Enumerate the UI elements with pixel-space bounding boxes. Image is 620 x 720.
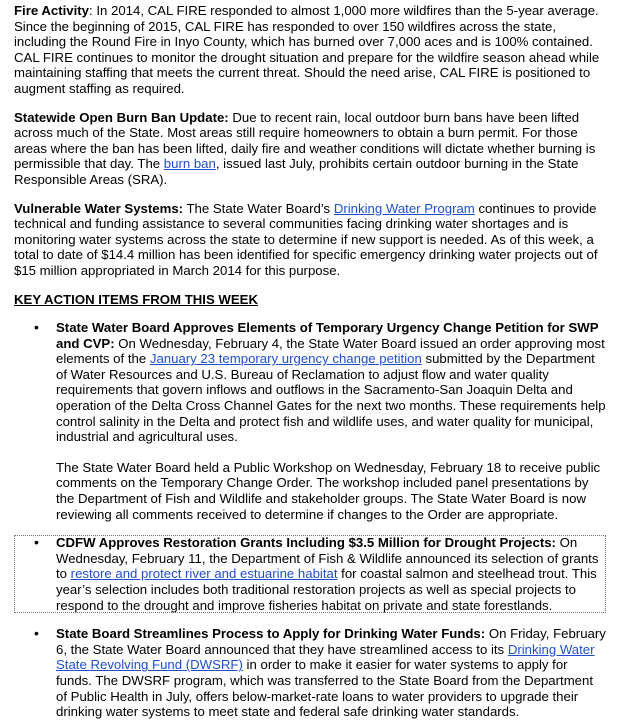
- burn-ban-link[interactable]: burn ban: [163, 156, 216, 172]
- list-item-title: State Board Streamlines Process to Apply for Drinking Water Funds:: [56, 626, 486, 642]
- list-item-swp-cvp: [14, 320, 606, 522]
- bullet-icon: •: [34, 625, 39, 642]
- water-systems-label: Vulnerable Water Systems:: [14, 200, 184, 216]
- bullet-icon: •: [34, 319, 39, 336]
- list-item-text-1: On Friday, February 6, the State Water Board announced that they have streamlined access to its: [56, 626, 606, 657]
- fire-activity-paragraph: [14, 3, 606, 97]
- list-item-cdfw-grants: [14, 535, 606, 613]
- habitat-link[interactable]: restore and protect river and estuarine habitat: [70, 566, 338, 582]
- drinking-water-program-link[interactable]: Drinking Water Program: [333, 200, 475, 216]
- list-item-body: [56, 626, 606, 720]
- fire-activity-label: Fire Activity: [14, 3, 89, 18]
- burn-ban-text-2: , issued last July, prohibits certain outdoor burning in the State Responsible Areas (SRA).: [14, 156, 579, 187]
- list-item-title: CDFW Approves Restoration Grants Including $3.5 Million for Drought Projects:: [56, 535, 556, 551]
- key-actions-list: [14, 320, 606, 720]
- list-item-text-2: submitted by the Department of Water Resources and U.S. Bureau of Reclamation to adjust flow and water quality requirements that govern inflows and outflows in the Sacramento-San Joaquin Delta and operation of the Delta Cross Channel Gates for the next two months. These requirements help control salinity in the Delta and protect fish and wildlife uses, and water quality for municipal, industrial and agricultural uses.: [56, 351, 606, 445]
- fire-activity-text: : In 2014, CAL FIRE responded to almost 1,000 more wildfires than the 5-year average. Since the beginning of 2015, CAL FIRE has responded to over 150 wildfires across the state, including the Round Fire in Inyo County, which has burned over 7,000 aces and is 100% contained. CAL FIRE continues to monitor the drought situation and prepare for the wildfire season ahead while maintaining staffing that meets the current threat. Should the need arise, CAL FIRE is positioned to augment staffing as required.: [14, 3, 600, 96]
- list-item-title: State Water Board Approves Elements of Temporary Urgency Change Petition for SWP and CVP:: [56, 320, 599, 351]
- water-systems-text-1: The State Water Board’s: [183, 200, 334, 216]
- burn-ban-paragraph: [14, 110, 606, 188]
- list-item-dwsrf: [14, 626, 606, 720]
- water-systems-text-2: continues to provide technical and funding assistance to several communities facing drinking water shortages and is monitoring water systems across the state to determine if new support is needed. As of this week, a total to date of $14.4 million has been identified for specific emergency drinking water projects out of $15 million appropriated in March 2014 for this purpose.: [14, 200, 598, 278]
- list-item-subparagraph: The State Water Board held a Public Workshop on Wednesday, February 18 to receive public comments on the Temporary Change Order. The workshop included panel presentations by the Department of Fish and Wildlife and stakeholder groups. The State Water Board is now reviewing all comments received to determine if changes to the Order are appropriate.: [56, 459, 601, 522]
- key-actions-heading: KEY ACTION ITEMS FROM THIS WEEK: [14, 291, 258, 307]
- tucp-link[interactable]: January 23 temporary urgency change petition: [149, 351, 422, 367]
- water-systems-paragraph: [14, 201, 606, 279]
- list-item-body: [56, 320, 606, 445]
- list-item-text-2: in order to make it easier for water systems to apply for funds. The DWSRF program, which was transferred to the State Board from the Department of Public Health in July, offers below-market-rate loans to water providers to upgrade their drinking water systems to meet state and federal safe drinking water standards.: [56, 657, 594, 720]
- list-item-text-1: On Wednesday, February 4, the State Water Board issued an order approving most elements of the: [56, 335, 605, 367]
- list-item-text-2: for coastal salmon and steelhead trout. This year’s selection includes both traditional restoration projects as well as special projects to respond to the drought and improve fisheries habitat on private and state forestlands.: [56, 566, 597, 613]
- bullet-icon: •: [34, 534, 39, 551]
- burn-ban-text-1: Due to recent rain, local outdoor burn bans have been lifted across much of the State. Most areas still require homeowners to obtain a burn permit. For those areas where the ban has been lifted, daily fire and weather conditions will dictate whether burning is permissible that day. The: [14, 109, 596, 172]
- burn-ban-label: Statewide Open Burn Ban Update:: [14, 109, 229, 125]
- dwsrf-link[interactable]: Drinking Water State Revolving Fund (DWSRF): [56, 641, 595, 673]
- list-item-text-1: On Wednesday, February 11, the Department of Fish & Wildlife announced its selection of grants to: [56, 535, 599, 582]
- list-item-body: [56, 535, 606, 613]
